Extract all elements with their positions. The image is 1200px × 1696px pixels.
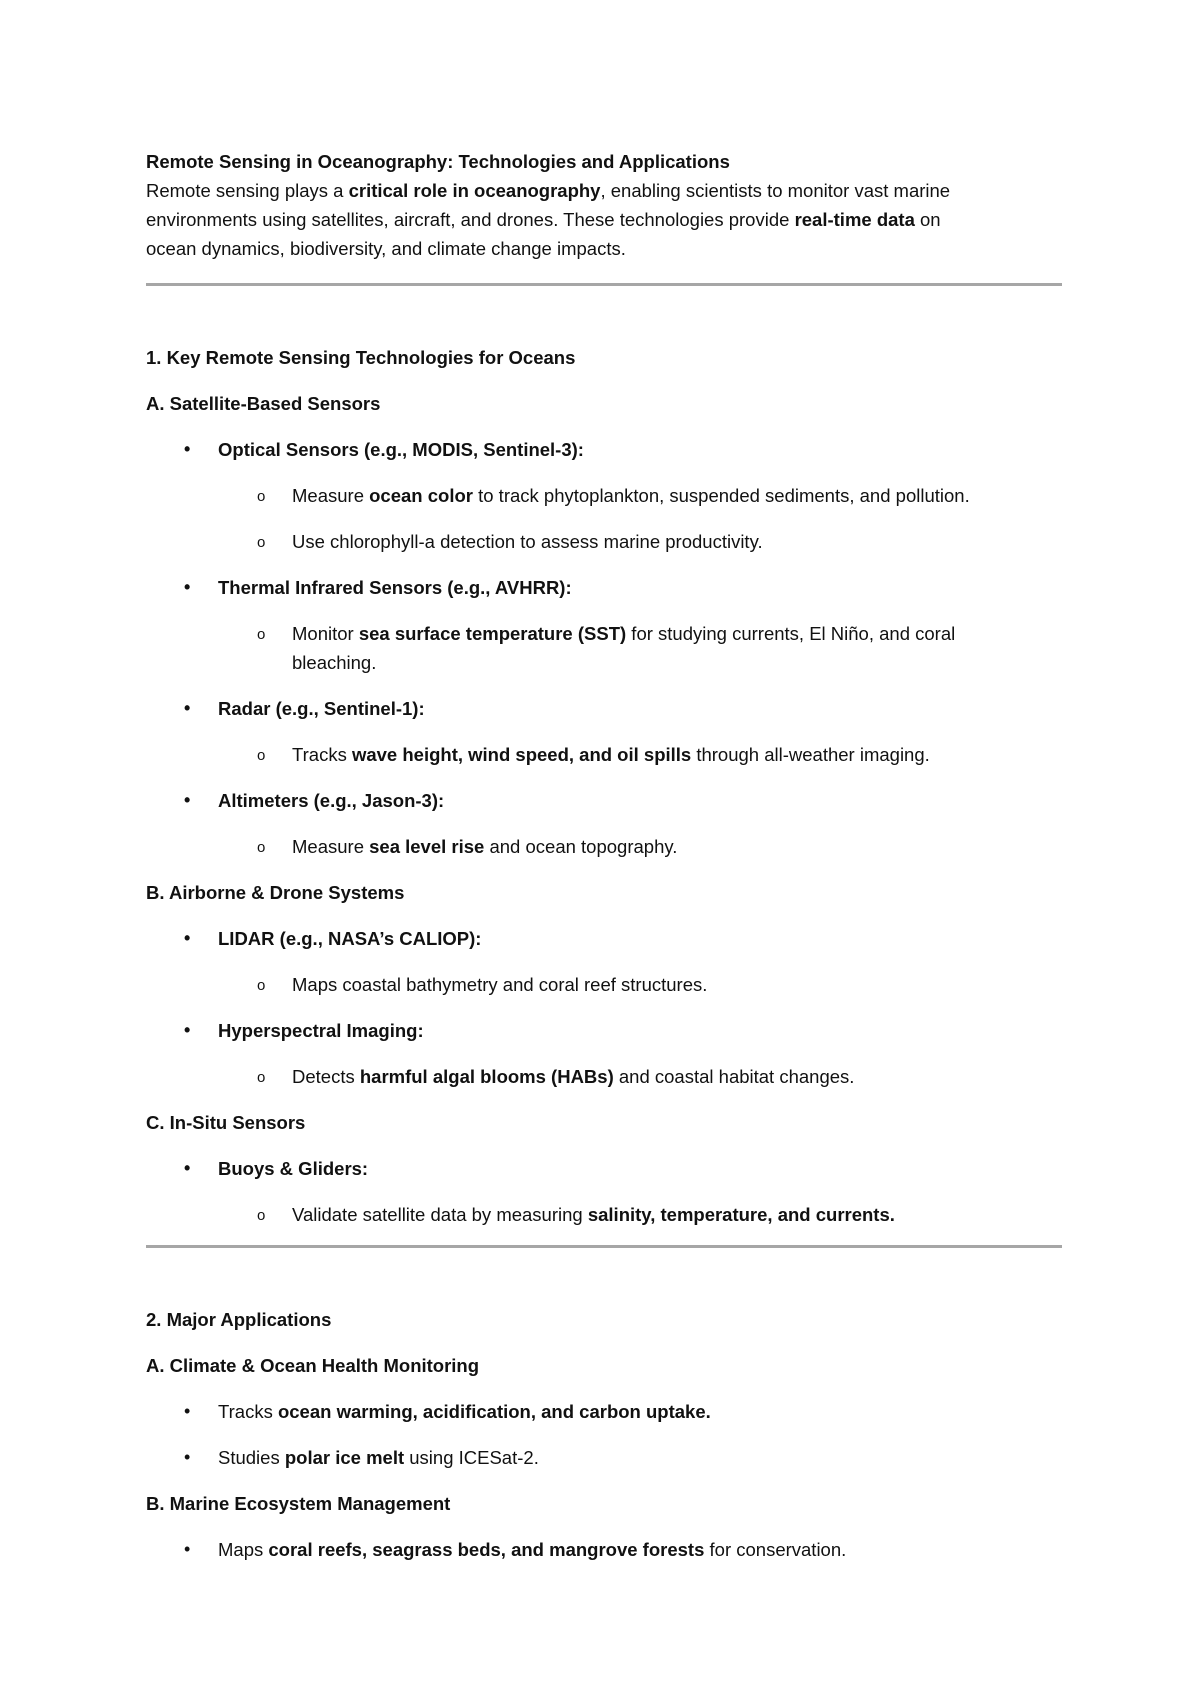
subheading-ecosystem: B. Marine Ecosystem Management	[146, 1493, 451, 1514]
sub-item-ocean-color: o Measure ocean color to track phytoplankton, suspended sediments, and pollution.	[292, 481, 970, 510]
subheading-satellite: A. Satellite-Based Sensors	[146, 393, 381, 414]
horizontal-divider	[146, 1245, 1062, 1248]
document-title: Remote Sensing in Oceanography: Technologies and Applications	[146, 151, 730, 172]
list-item-altimeters: • Altimeters (e.g., Jason-3):	[218, 786, 444, 815]
intro-line-1: Remote sensing plays a critical role in oceanography, enabling scientists to monitor vast marine	[146, 180, 951, 201]
intro-line-3: ocean dynamics, biodiversity, and climate change impacts.	[146, 238, 626, 259]
intro-line-2: environments using satellites, aircraft, and drones. These technologies provide real-time data on	[146, 209, 941, 230]
section-2-heading: 2. Major Applications	[146, 1309, 332, 1330]
list-item-optical: • Optical Sensors (e.g., MODIS, Sentinel-3):	[218, 435, 584, 464]
sub-item-validate: o Validate satellite data by measuring salinity, temperature, and currents.	[292, 1200, 895, 1229]
subheading-in-situ: C. In-Situ Sensors	[146, 1112, 306, 1133]
sub-item-sst-continued: bleaching.	[292, 652, 377, 673]
sub-item-bathymetry: o Maps coastal bathymetry and coral reef structures.	[292, 970, 707, 999]
list-item-thermal: • Thermal Infrared Sensors (e.g., AVHRR):	[218, 573, 572, 602]
subheading-climate: A. Climate & Ocean Health Monitoring	[146, 1355, 480, 1376]
sub-item-chlorophyll: o Use chlorophyll-a detection to assess marine productivity.	[292, 527, 763, 556]
subheading-airborne: B. Airborne & Drone Systems	[146, 882, 405, 903]
horizontal-divider	[146, 283, 1062, 286]
sub-item-wave-height: o Tracks wave height, wind speed, and oil spills through all-weather imaging.	[292, 740, 930, 769]
list-item-radar: • Radar (e.g., Sentinel-1):	[218, 694, 425, 723]
list-item-ocean-warming: • Tracks ocean warming, acidification, and carbon uptake.	[218, 1397, 711, 1426]
sub-item-sst: o Monitor sea surface temperature (SST) for studying currents, El Niño, and coral	[292, 619, 955, 648]
list-item-buoys: • Buoys & Gliders:	[218, 1154, 368, 1183]
list-item-polar-ice: • Studies polar ice melt using ICESat-2.	[218, 1443, 539, 1472]
sub-item-habs: o Detects harmful algal blooms (HABs) and coastal habitat changes.	[292, 1062, 854, 1091]
list-item-hyperspectral: • Hyperspectral Imaging:	[218, 1016, 424, 1045]
section-1-heading: 1. Key Remote Sensing Technologies for Oceans	[146, 347, 576, 368]
list-item-lidar: • LIDAR (e.g., NASA’s CALIOP):	[218, 924, 481, 953]
sub-item-sea-level: o Measure sea level rise and ocean topography.	[292, 832, 677, 861]
list-item-coral-reefs: • Maps coral reefs, seagrass beds, and mangrove forests for conservation.	[218, 1535, 846, 1564]
